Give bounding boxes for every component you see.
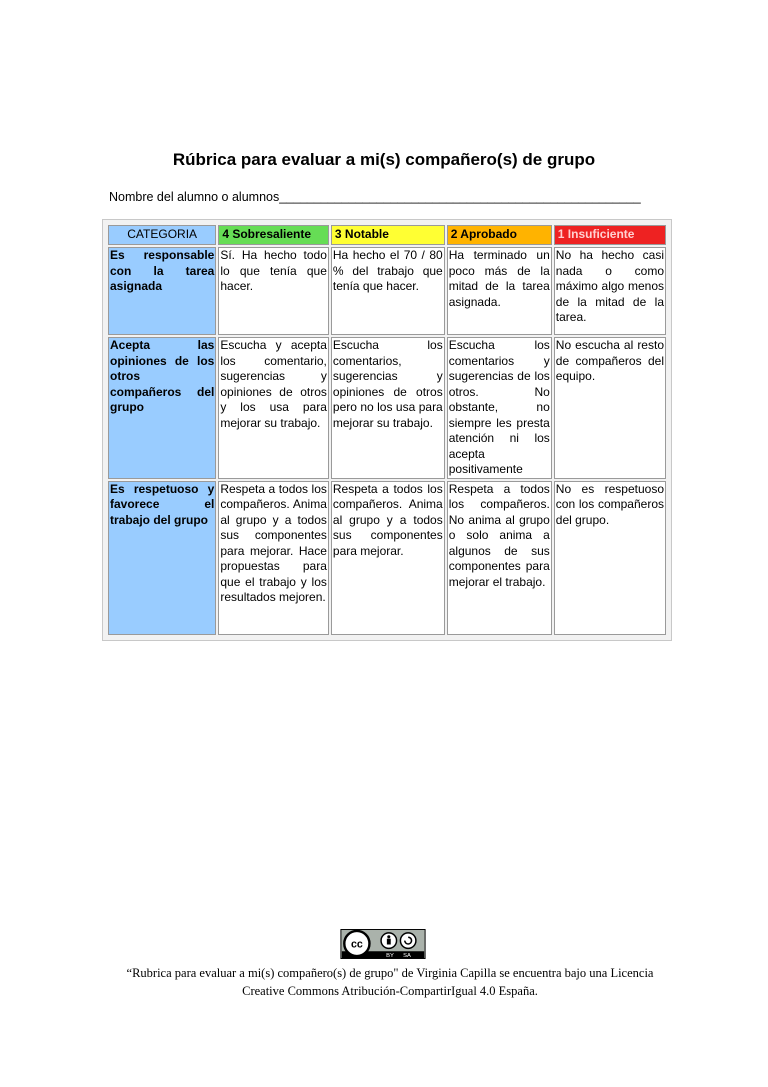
license-notice — [100, 964, 680, 1000]
criterion-cell: Es respetuoso y favorece el trabajo del grupo — [108, 481, 216, 635]
rubric-cell: Respeta a todos los compañeros. Anima al grupo y a todos sus componentes para mejorar. — [331, 481, 445, 635]
rubric-cell: No escucha al resto de compañeros del equipo. — [554, 337, 666, 479]
rubric-cell: Escucha los comentarios y sugerencias de los otros. No obstante, no siempre les presta atención ni los acepta positivamente — [447, 337, 552, 479]
table-row — [108, 247, 666, 335]
rubric-cell: Escucha y acepta los comentario, sugerencias y opiniones de otros y los usa para mejorar su trabajo. — [218, 337, 329, 479]
license-line-1: “Rubrica para evaluar a mi(s) compañero(s) de grupo" de Virginia Capilla se encuentra bajo una Licencia — [126, 966, 654, 980]
header-aprobado: 2 Aprobado — [447, 225, 552, 245]
page-title: Rúbrica para evaluar a mi(s) compañero(s) de grupo — [172, 150, 596, 169]
rubric-table — [106, 223, 668, 637]
rubric-cell: Escucha los comentarios, sugerencias y opiniones de otros pero no los usa para mejorar su trabajo. — [331, 337, 445, 479]
rubric-cell: Ha terminado un poco más de la mitad de la tarea asignada. — [447, 247, 552, 335]
table-row — [108, 481, 666, 635]
rubric-cell: Ha hecho el 70 / 80 % del trabajo que tenía que hacer. — [331, 247, 445, 335]
student-name-line: Nombre del alumno o alumnos____________________________________________________ — [109, 190, 641, 204]
criterion-cell: Acepta las opiniones de los otros compañeros del grupo — [108, 337, 216, 479]
header-row — [108, 225, 666, 245]
rubric-cell: No es respetuoso con los compañeros del grupo. — [554, 481, 666, 635]
header-notable: 3 Notable — [331, 225, 445, 245]
cc-badge-label: BY SA — [386, 953, 411, 959]
cc-by-sa-icon — [339, 929, 427, 959]
svg-text:cc: cc — [350, 938, 363, 951]
license-line-2: Creative Commons Atribución-CompartirIgual 4.0 España. — [242, 984, 538, 998]
rubric-table-container — [102, 219, 672, 641]
rubric-cell: Respeta a todos los compañeros. Anima al grupo y a todos sus componentes para mejorar. Hace propuestas para que el trabajo y los resultados mejoren. — [218, 481, 329, 635]
table-row — [108, 337, 666, 479]
rubric-cell: No ha hecho casi nada o como máximo algo menos de la mitad de la tarea. — [554, 247, 666, 335]
rubric-cell: Sí. Ha hecho todo lo que tenía que hacer. — [218, 247, 329, 335]
header-sobresaliente: 4 Sobresaliente — [218, 225, 329, 245]
header-insuficiente: 1 Insuficiente — [554, 225, 666, 245]
header-categoria: CATEGORIA — [108, 225, 216, 245]
criterion-cell: Es responsable con la tarea asignada — [108, 247, 216, 335]
rubric-cell: Respeta a todos los compañeros. No anima al grupo o solo anima a algunos de sus componentes para mejorar el trabajo. — [447, 481, 552, 635]
